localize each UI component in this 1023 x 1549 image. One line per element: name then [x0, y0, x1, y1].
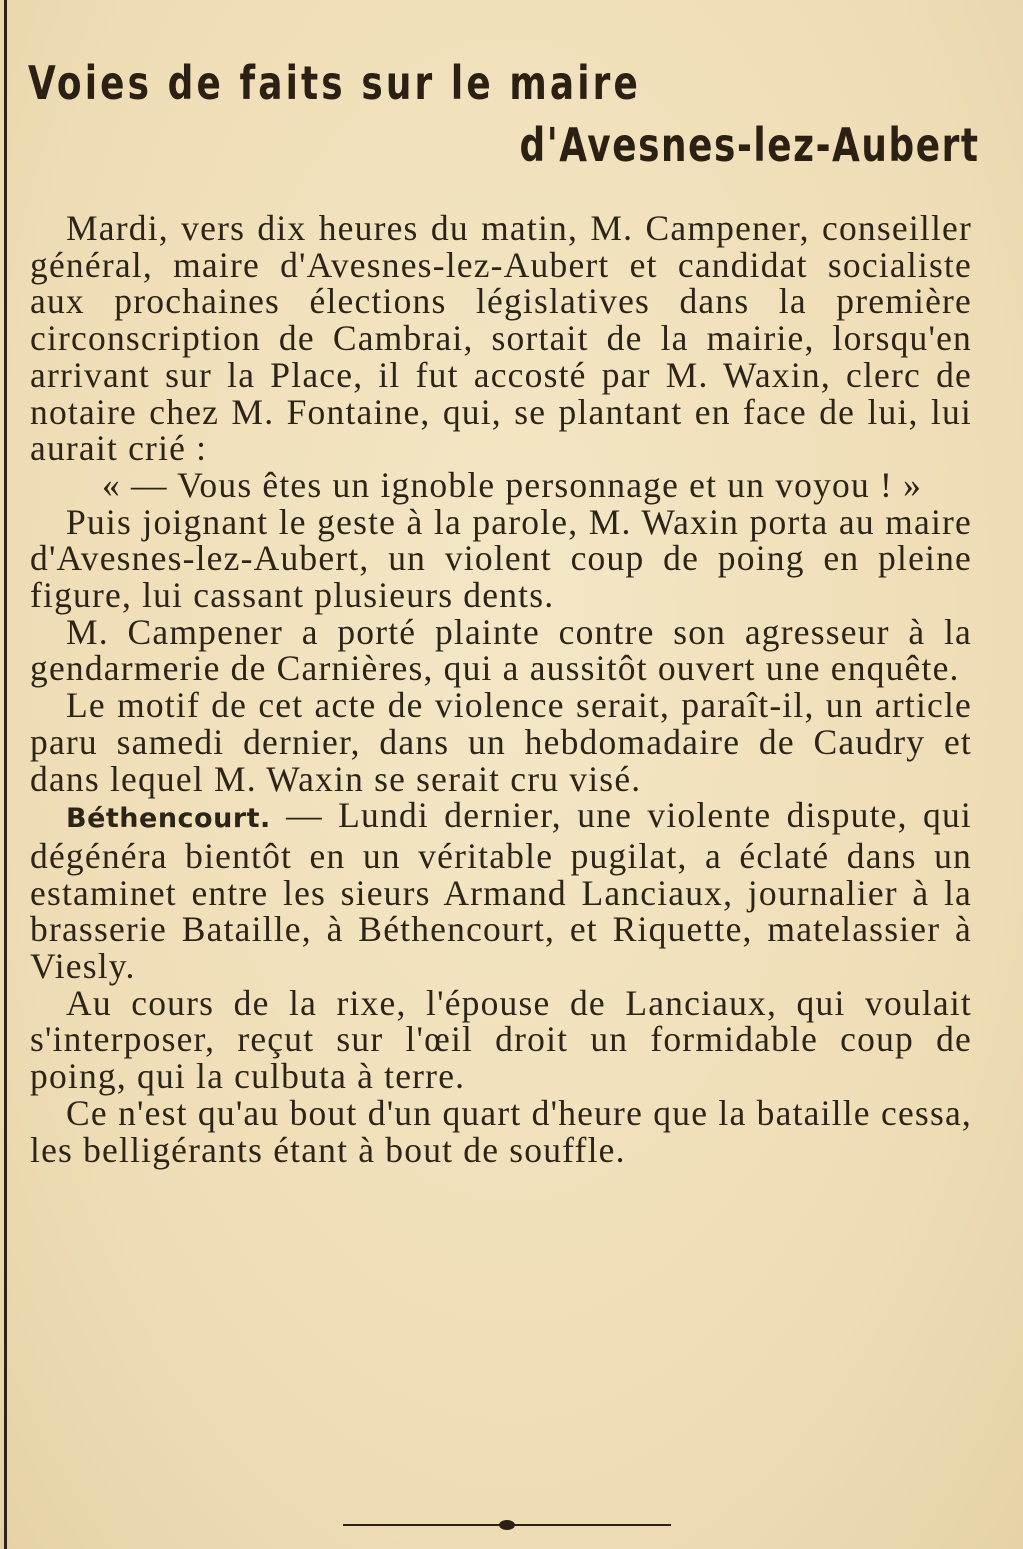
- column-rule: [4, 0, 7, 1549]
- paragraph: Au cours de la rixe, l'épouse de Lanciaux, qui voulait s'interposer, reçut sur l'œil droit un formidable coup de poing, qui la culbuta à terre.: [30, 982, 972, 1097]
- paragraph: Ce n'est qu'au bout d'un quart d'heure que la bataille cessa, les belligérants étant à bout de souffle.: [30, 1092, 972, 1170]
- article-body: [30, 210, 972, 1168]
- paragraph: M. Campener a porté plainte contre son agresseur à la gendarmerie de Carnières, qui a aussitôt ouvert une enquête.: [30, 611, 972, 689]
- paragraph: Mardi, vers dix heures du matin, M. Campener, conseiller général, maire d'Avesnes-lez-Aubert et candidat socialiste aux prochaines élections législatives dans la première circonscription de Cambrai, sortait de la mairie, lorsqu'en arrivant sur la Place, il fut accosté par M. Waxin, clerc de notaire chez M. Fontaine, qui, se plantant en face de lui, lui aurait crié :: [30, 208, 972, 469]
- paragraph: [30, 797, 972, 985]
- end-rule-ornament: [343, 1522, 671, 1528]
- article-headline: [28, 52, 980, 176]
- paragraph: Puis joignant le geste à la parole, M. Waxin porta au maire d'Avesnes-lez-Aubert, un violent coup de poing en pleine figure, lui cassant plusieurs dents.: [30, 501, 972, 616]
- dateline-place: Béthencourt.: [66, 803, 271, 835]
- paragraph-text: — Lundi dernier, une violente dispute, qui dégénéra bientôt en un véritable pugilat, a éclaté dans un estaminet entre les sieurs Armand Lanciaux, journalier à la brasserie Bataille, à Béthencourt, et Riquette, matelassier à Viesly.: [30, 795, 972, 987]
- quote-paragraph: « — Vous êtes un ignoble personnage et un voyou ! »: [102, 464, 923, 505]
- paragraph: Le motif de cet acte de violence serait, paraît-il, un article paru samedi dernier, dans un hebdomadaire de Caudry et dans lequel M. Waxin se serait cru visé.: [30, 685, 972, 799]
- headline-line-2: d'Avesnes-lez-Aubert: [519, 118, 980, 172]
- ornament-icon: [499, 1520, 515, 1530]
- headline-line-1: Voies de faits sur le maire: [28, 56, 641, 110]
